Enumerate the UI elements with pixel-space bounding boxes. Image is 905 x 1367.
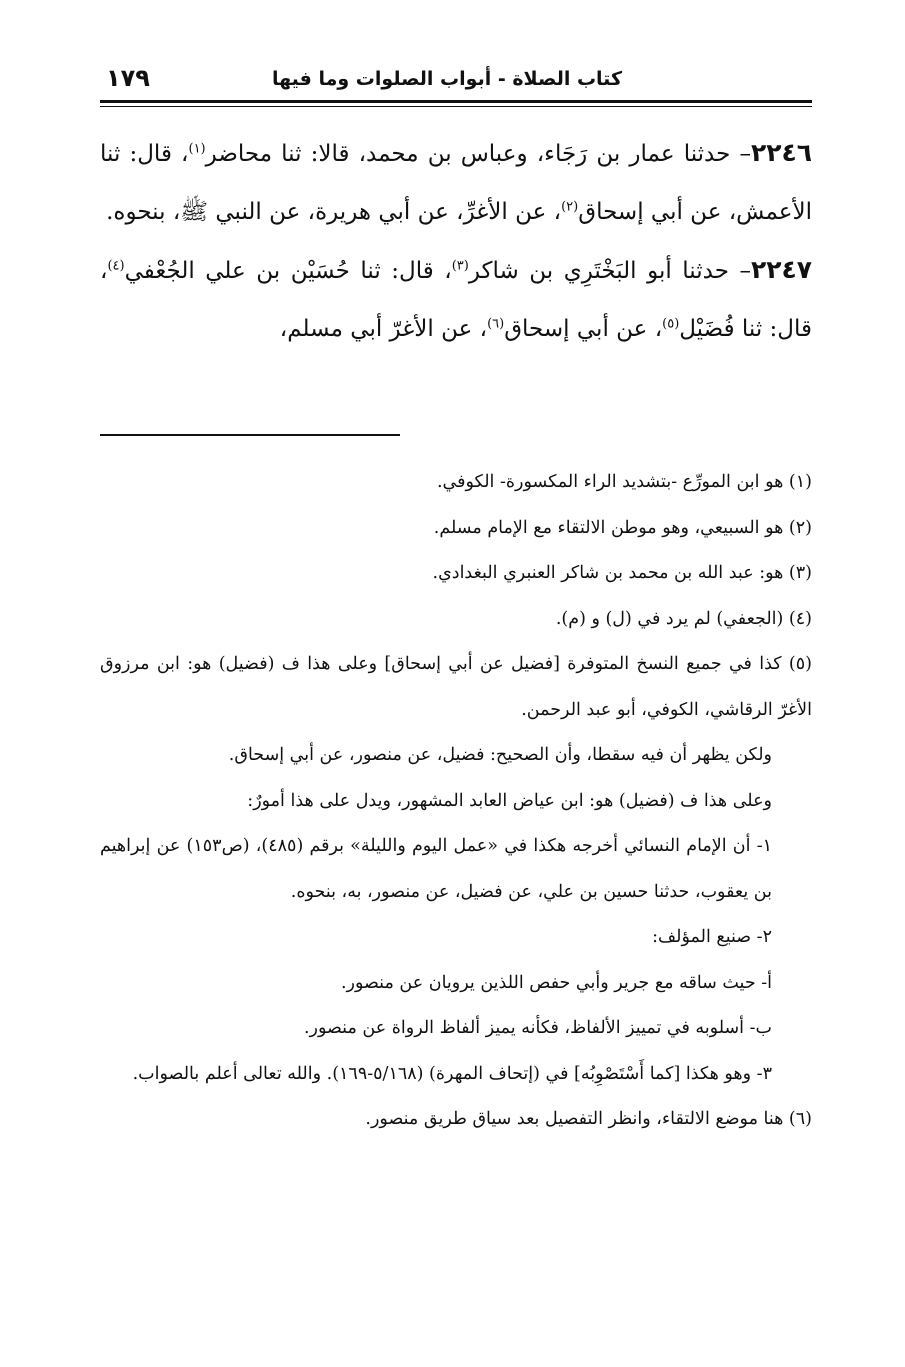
- running-header: [100, 62, 812, 102]
- hadith-body: [100, 124, 812, 358]
- hadith-text: ، قال: ثنا الأعمش، عن أبي إسحاق: [100, 141, 812, 225]
- footnote-ref[interactable]: (٢): [561, 199, 579, 215]
- hadith-paragraph: [100, 241, 812, 358]
- footnote: ٣- وهو هكذا [كما أَسْتَصْوِبُه] في (إتحاف المهرة) (٥/١٦٨-١٦٩). والله تعالى أعلم بالصواب.: [132, 1063, 772, 1084]
- hadith-text: ، عن أبي إسحاق: [504, 316, 663, 342]
- footnotes: [100, 460, 812, 1143]
- hadith-text: ، قال: ثنا حُسَيْن بن علي الجُعْفي: [124, 258, 452, 284]
- footnote: ٢- صنيع المؤلف:: [652, 927, 772, 947]
- hadith-number: ٢٢٤٦: [750, 138, 812, 167]
- footnote: (١) هو ابن المورِّع -بتشديد الراء المكسورة- الكوفي.: [436, 472, 812, 492]
- hadith-text: – حدثنا أبو البَخْتَرِي بن شاكر: [468, 258, 751, 284]
- footnote: ب- أسلوبه في تمييز الألفاظ، فكأنه يميز ألفاظ الرواة عن منصور.: [303, 1018, 772, 1038]
- page-number: ١٧٩: [106, 64, 150, 92]
- hadith-number: ٢٢٤٧: [750, 255, 812, 284]
- footnote-ref[interactable]: (٥): [662, 316, 680, 332]
- footnote: أ- حيث ساقه مع جرير وأبي حفص اللذين يرويان عن منصور.: [340, 972, 772, 993]
- footnote: (٦) هنا موضع الالتقاء، وانظر التفصيل بعد سياق طريق منصور.: [365, 1109, 812, 1129]
- footnote: وعلى هذا ف (فضيل) هو: ابن عياض العابد المشهور، ويدل على هذا أمورٌ:: [247, 790, 772, 811]
- footnote-ref[interactable]: (٦): [487, 316, 505, 332]
- hadith-text: – حدثنا عمار بن رَجَاء، وعباس بن محمد، قالا: ثنا محاضر: [205, 141, 751, 167]
- header-rule-thick: [100, 100, 812, 103]
- footnote-ref[interactable]: (٤): [107, 258, 125, 274]
- footnote-ref[interactable]: (١): [188, 141, 206, 157]
- header-title: كتاب الصلاة - أبواب الصلوات وما فيها: [271, 68, 622, 90]
- header-rule-thin: [100, 106, 812, 107]
- footnote-ref[interactable]: (٣): [451, 258, 469, 274]
- hadith-paragraph: [100, 124, 812, 241]
- page: [100, 62, 812, 1129]
- hadith-text: ، عن الأغرّ أبي مسلم،: [279, 316, 488, 342]
- footnote: (٣) هو: عبد الله بن محمد بن شاكر العنبري البغدادي.: [432, 563, 812, 583]
- footnote: ولكن يظهر أن فيه سقطا، وأن الصحيح: فضيل، عن منصور، عن أبي إسحاق.: [228, 745, 772, 765]
- hadith-text: ، عن الأغرِّ، عن أبي هريرة، عن النبي ﷺ، بنحوه.: [106, 199, 562, 225]
- footnote: (٥) كذا في جميع النسخ المتوفرة [فضيل عن أبي إسحاق] وعلى هذا ف (فضيل) هو: ابن مرزوق الأغرّ الرقاشي، الكوفي، أبو عبد الرحمن.: [100, 654, 812, 720]
- footnote: ١- أن الإمام النسائي أخرجه هكذا في «عمل اليوم والليلة» برقم (٤٨٥)، (ص١٥٣) عن إبراهيم بن يعقوب، حدثنا حسين بن علي، عن فضيل، عن منصور، به، بنحوه.: [100, 836, 773, 902]
- hadith-text: ، قال: ثنا فُضَيْل: [100, 258, 812, 342]
- footnote: (٤) (الجعفي) لم يرد في (ل) و (م).: [555, 608, 812, 629]
- footnote: (٢) هو السبيعي، وهو موطن الالتقاء مع الإمام مسلم.: [433, 517, 812, 538]
- footnote-divider: [100, 434, 400, 436]
